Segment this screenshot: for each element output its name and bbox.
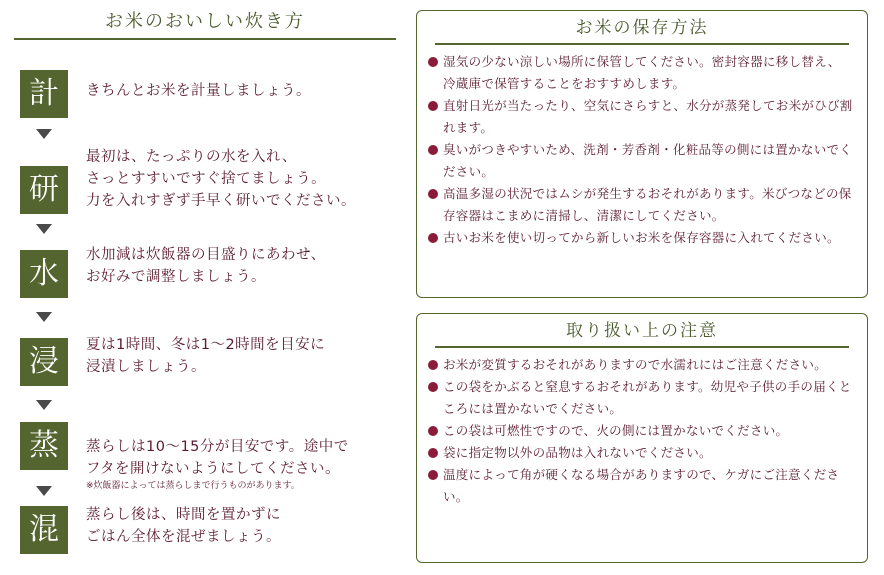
step-text: きちんとお米を計量しましょう。 [86, 83, 311, 99]
storage-title: お米の保存方法 [435, 11, 849, 45]
step-text: 蒸らしは10〜15分が目安です。途中で フタを開けないようにしてください。 [86, 439, 349, 477]
step-kanji: 混 [20, 506, 68, 554]
step-note: ※炊飯器によっては蒸らしまで行うものがあります。 [86, 481, 300, 491]
step-text: 夏は1時間、冬は1〜2時間を目安に 浸漬しましょう。 [86, 337, 326, 375]
handling-list [417, 354, 867, 508]
list-item: 温度によって角が硬くなる場合がありますので、ケガにご注意ください。 [443, 464, 853, 508]
arrow-down-icon [36, 486, 52, 496]
handling-title: 取り扱い上の注意 [435, 314, 849, 348]
step-kanji: 浸 [20, 338, 68, 386]
storage-list [417, 51, 867, 249]
arrow-down-icon [36, 400, 52, 410]
step-text: 水加減は炊飯器の目盛りにあわせ、 お好みで調整しましょう。 [86, 247, 326, 285]
list-item: 湿気の少ない涼しい場所に保管してください。密封容器に移し替え、冷蔵庫で保管することをおすすめします。 [443, 51, 853, 95]
arrow-down-icon [36, 312, 52, 322]
bullet-icon [428, 360, 438, 370]
list-item: 直射日光が当たったり、空気にさらすと、水分が蒸発してお米がひび割れます。 [443, 95, 853, 139]
bullet-icon [428, 470, 438, 480]
list-item: お米が変質するおそれがありますので水濡れにはご注意ください。 [443, 354, 853, 376]
list-item: 高温多湿の状況ではムシが発生するおそれがあります。米びつなどの保存容器はこまめに清掃し、清潔にしてください。 [443, 183, 853, 227]
step-kanji: 蒸 [20, 422, 68, 470]
bullet-icon [428, 189, 438, 199]
step-kanji: 水 [20, 250, 68, 298]
step-kanji: 研 [20, 166, 68, 214]
step-text: 蒸らし後は、時間を置かずに ごはん全体を混ぜましょう。 [86, 507, 281, 545]
bullet-icon [428, 57, 438, 67]
handling-box [416, 313, 868, 563]
bullet-icon [428, 101, 438, 111]
list-item: この袋は可燃性ですので、火の側には置かないでください。 [443, 420, 853, 442]
step-text-block [86, 414, 400, 514]
list-item: 袋に指定物以外の品物は入れないでください。 [443, 442, 853, 464]
list-item: この袋をかぶると窒息するおそれがあります。幼児や子供の手の届くところには置かないでください。 [443, 376, 853, 420]
bullet-icon [428, 233, 438, 243]
storage-box [416, 10, 868, 298]
cooking-section [14, 6, 400, 568]
step-text: 最初は、たっぷりの水を入れ、 さっとすすいですぐ捨てましょう。 力を入れすぎず手早く研いでください。 [86, 149, 356, 209]
bullet-icon [428, 382, 438, 392]
cooking-title: お米のおいしい炊き方 [14, 6, 396, 40]
bullet-icon [428, 448, 438, 458]
bullet-icon [428, 426, 438, 436]
list-item: 古いお米を使い切ってから新しいお米を保存容器に入れてください。 [443, 227, 853, 249]
step-kanji: 計 [20, 70, 68, 118]
bullet-icon [428, 145, 438, 155]
list-item: 臭いがつきやすいため、洗剤・芳香剤・化粧品等の側には置かないでください。 [443, 139, 853, 183]
arrow-down-icon [36, 224, 52, 234]
arrow-down-icon [36, 129, 52, 139]
